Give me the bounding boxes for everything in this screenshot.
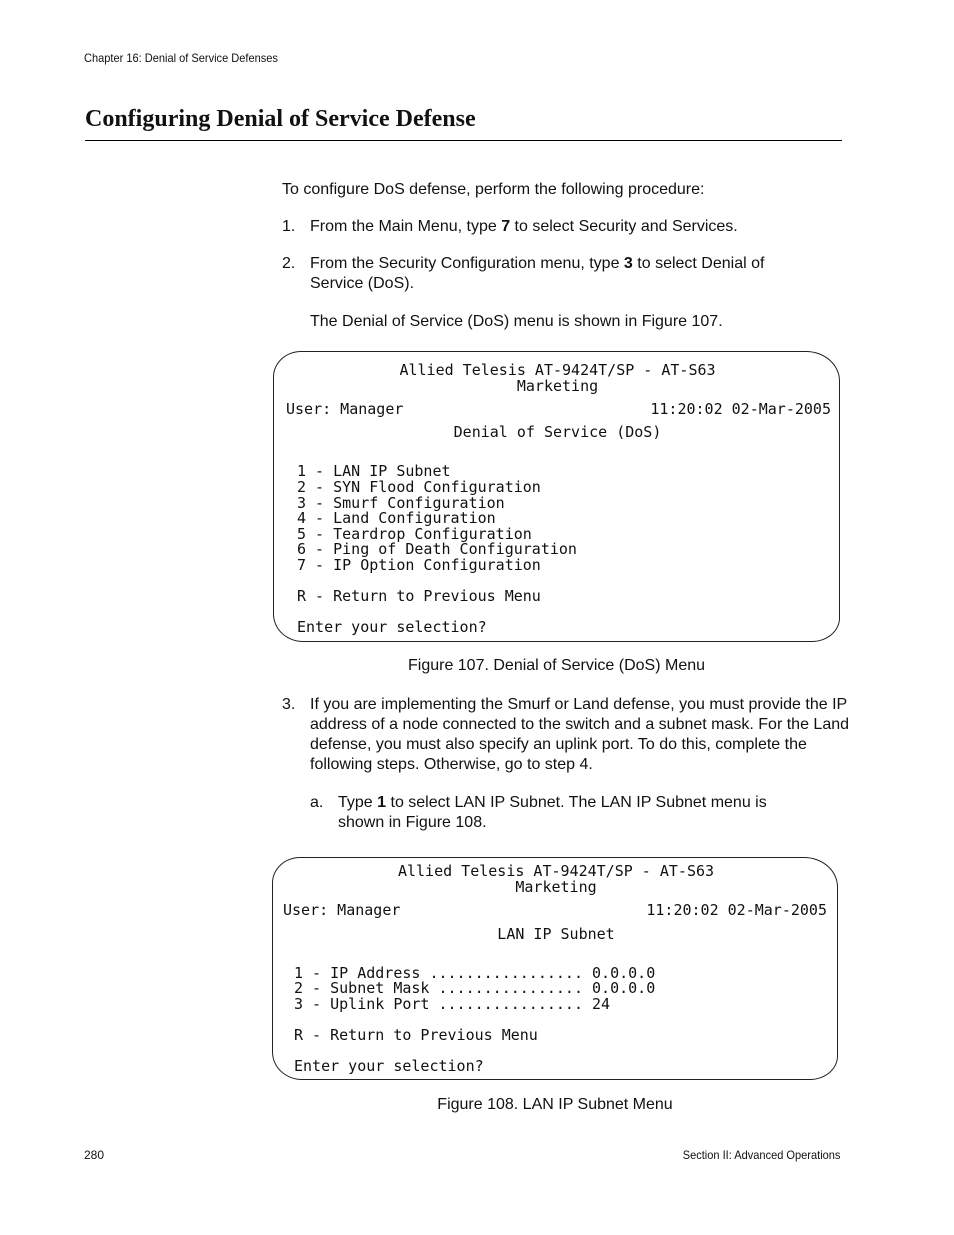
- screen-user: User: Manager: [283, 901, 401, 919]
- screen-user: User: Manager: [286, 400, 404, 418]
- substep-a-number: a.: [310, 794, 324, 811]
- screen-location: Marketing: [516, 377, 599, 395]
- step-2-text: From the Security Configuration menu, type 3 to select Denial of Service (DoS).: [310, 255, 765, 292]
- screen-datetime: 11:20:02 02-Mar-2005: [650, 400, 831, 418]
- menu-option-subnet-mask: 2 - Subnet Mask ................ 0.0.0.0: [294, 979, 656, 997]
- step-2-key: 3: [623, 255, 633, 272]
- menu-option-ip-option: 7 - IP Option Configuration: [297, 556, 541, 574]
- menu-option-return: R - Return to Previous Menu: [294, 1026, 538, 1044]
- step-1-number: 1.: [282, 218, 296, 235]
- screen-system-name: Allied Telesis AT-9424T/SP - AT-S63: [399, 361, 716, 379]
- menu-option-smurf: 3 - Smurf Configuration: [297, 494, 505, 512]
- menu-option-ping-of-death: 6 - Ping of Death Configuration: [297, 540, 577, 558]
- substep-a-key: 1: [377, 794, 387, 811]
- menu-option-teardrop: 5 - Teardrop Configuration: [297, 525, 532, 543]
- screen-prompt: Enter your selection?: [297, 618, 487, 636]
- page-number: 280: [84, 1148, 105, 1162]
- menu-option-syn-flood: 2 - SYN Flood Configuration: [297, 478, 541, 496]
- dos-menu-screen: [273, 351, 840, 642]
- running-head: Chapter 16: Denial of Service Defenses: [84, 51, 278, 65]
- step-3-number: 3.: [282, 696, 296, 713]
- screen-datetime: 11:20:02 02-Mar-2005: [646, 901, 827, 919]
- menu-option-lan-ip-subnet: 1 - LAN IP Subnet: [297, 462, 451, 480]
- screen-menu-title: Denial of Service (DoS): [453, 423, 662, 441]
- figure-107-caption: Figure 107. Denial of Service (DoS) Menu: [407, 657, 706, 674]
- step-1-key: 7: [501, 218, 511, 235]
- screen-menu-title: LAN IP Subnet: [497, 925, 615, 943]
- footer-section: Section II: Advanced Operations: [682, 1148, 840, 1162]
- substep-a-text: Type 1 to select LAN IP Subnet. The LAN IP Subnet menu is shown in Figure 108.: [338, 794, 767, 831]
- screen-system-name: Allied Telesis AT-9424T/SP - AT-S63: [397, 862, 715, 880]
- screen-prompt: Enter your selection?: [294, 1057, 484, 1075]
- intro-paragraph: To configure DoS defense, perform the following procedure:: [282, 181, 705, 198]
- step-2-note: The Denial of Service (DoS) menu is shown in Figure 107.: [310, 313, 723, 330]
- section-title: Configuring Denial of Service Defense: [85, 106, 476, 132]
- menu-option-return: R - Return to Previous Menu: [297, 587, 541, 605]
- lan-ip-subnet-screen: [272, 857, 838, 1080]
- step-3-text: If you are implementing the Smurf or Land defense, you must provide the IP address of a node connected to the switch and a subnet mask. For the Land defense, you must also specify an uplink port. To do this, complete the following steps. Otherwise, go to step 4.: [310, 696, 850, 773]
- title-rule: [85, 140, 842, 141]
- figure-108-caption: Figure 108. LAN IP Subnet Menu: [437, 1096, 673, 1113]
- step-2-number: 2.: [282, 255, 296, 272]
- menu-option-uplink-port: 3 - Uplink Port ................ 24: [294, 995, 611, 1013]
- screen-location: Marketing: [515, 878, 597, 896]
- menu-option-land: 4 - Land Configuration: [297, 509, 496, 527]
- menu-option-ip-address: 1 - IP Address ................. 0.0.0.0: [294, 964, 656, 982]
- step-1-text: From the Main Menu, type 7 to select Security and Services.: [310, 218, 738, 235]
